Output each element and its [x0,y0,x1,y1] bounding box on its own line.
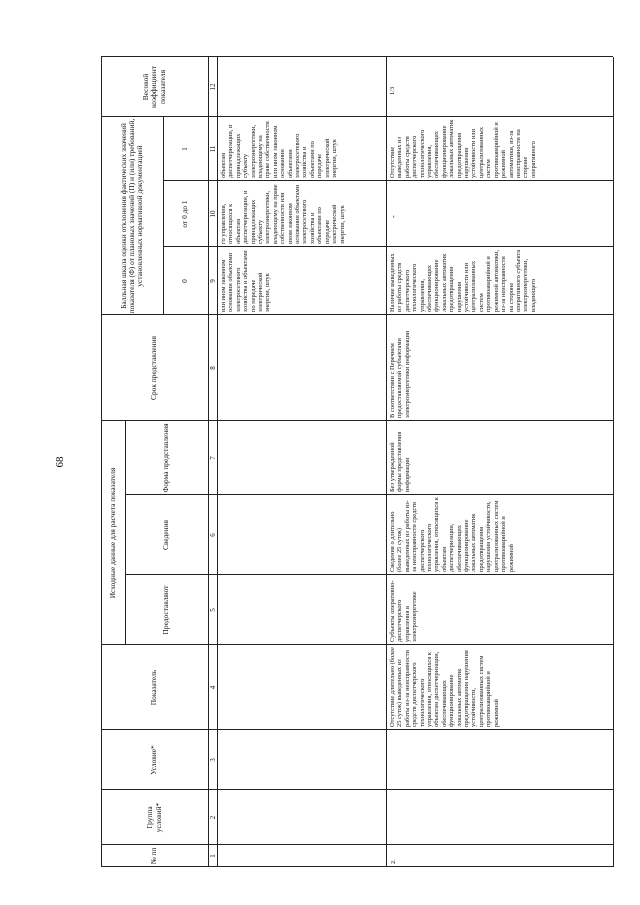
row2-provider: Субъекты оперативно-диспетчерского управления в электроэнергетике [389,580,419,642]
col-line-1 [101,844,613,845]
row2-info: Сведения о длительно (более 25 суток) выведенных из работы из-за неисправности средств диспетчерского технологического управления, относящихся к объектам диспетчеризации, обеспечивающих функционирование локальных автоматик предотвращения нарушения устойчивости, централизованных систем противоаварийной и режимной [389,497,515,572]
col-line-0 [101,866,613,867]
table-border-bottom [613,57,614,867]
header-score-0: 0 [180,279,190,283]
colnum-3: 3 [209,758,217,762]
header-scale: Балльная шкала оценки отклонения фактических значений показателя (Ф) от плановых значений (П) и (или) требований, установленных нормативной документацией [118,118,145,314]
line-row-divider [386,57,387,867]
line-colnums-bottom [217,57,218,867]
col-line-10 [163,180,613,181]
col-line-7 [101,420,613,421]
col-line-4 [101,644,613,645]
col-line-2 [101,789,613,790]
col-line-9 [163,246,613,247]
row2-form: Без утвержденной формы представления информации [389,431,411,492]
colnum-8: 8 [209,366,217,370]
colnum-5: 5 [209,608,217,612]
colnum-11: 11 [209,145,217,153]
colnum-1: 1 [209,854,217,858]
header-source-data: Исходные данные для расчета показателя [107,467,117,599]
row2-condition [390,732,410,787]
col-line-8 [101,314,613,315]
header-weight: Весовой коэффициент показателя [141,66,167,108]
header-form: Форма представления [161,423,171,493]
row2-group [390,792,410,842]
col-line-11 [101,116,613,117]
continuation-score-0: или ином законном основании объектами электросетевого хозяйства и объектами по передаче электрической энергии, штук [220,250,272,312]
col-line-5 [125,574,613,575]
col-line-12 [101,56,613,57]
colnum-6: 6 [209,533,217,537]
col-line-3 [101,729,613,730]
colnum-12: 12 [209,83,217,91]
colnum-2: 2 [209,815,217,820]
row2-score-1: Отсутствие выведенных из работы средств диспетчерского технологического управления, обеспечивающих функционирование локальных автоматик предотвращения нарушения устойчивости или централизованных систем противоаварийной и режимной автоматики, из-за неисправности на стороне оперативного [389,119,537,178]
header-indicator: Показатель [149,669,159,706]
header-condition: Условие* [149,745,159,775]
row2-indicator: Отсутствие длительно (более 25 суток) выведенных из работы из-за неисправности средств диспетчерского технологического управления, относящихся к объектам диспетчеризации, обеспечивающих функционирование локальных автоматик предотвращения нарушения устойчивости, централизованных систем противоаварийной и режимной [389,647,500,727]
header-info: Сведения [161,520,171,550]
page-number: 68 [54,456,66,468]
row2-deadline: В соответствии с Перечнем предоставляемой субъектами электроэнергетики информации [389,330,411,418]
row2-weight: 1/3 [389,86,396,95]
col-line-6 [125,494,613,495]
colnum-9: 9 [209,279,217,283]
header-num: № пп [149,847,159,865]
row2-score-range: - [389,215,398,218]
colnum-7: 7 [209,456,217,460]
row2-score-0: Наличие выведенных из работы средств диспетчерского технологического управления, обеспечивающих функционирование локальных автоматик предотвращения нарушения устойчивости или централизованных систем противоаварийной и режимной автоматики, из-за неисправности на стороне оперативного субъекта электроэнергетики, владеющего [389,249,537,312]
row2-num: 2. [390,859,397,864]
continuation-score-1: объектам диспетчеризации, и принадлежащих субъекту электроэнергетики, владеющему на праве собственности или ином законном основании объектами электросетевого хозяйства и объектами по передаче электрической энергии, штук [220,121,339,178]
colnum-10: 10 [209,210,217,218]
continuation-score-range: го управления, относящихся к объектам диспетчеризации, и принадлежащих субъекту электроэнергетики, владеющему на праве собственности или ином законном основании объектами электросетевого хозяйства и объектами по передаче электрической энергии, штук [220,184,346,244]
header-score-range: от 0 до 1 [180,200,190,228]
header-deadline: Срок представления [149,336,159,400]
colnum-4: 4 [209,685,217,690]
header-score-1: 1 [180,147,190,151]
header-group: Группа условий* [145,802,163,833]
rotated-table-page [93,29,625,875]
header-provider: Предоставляют [161,585,171,635]
